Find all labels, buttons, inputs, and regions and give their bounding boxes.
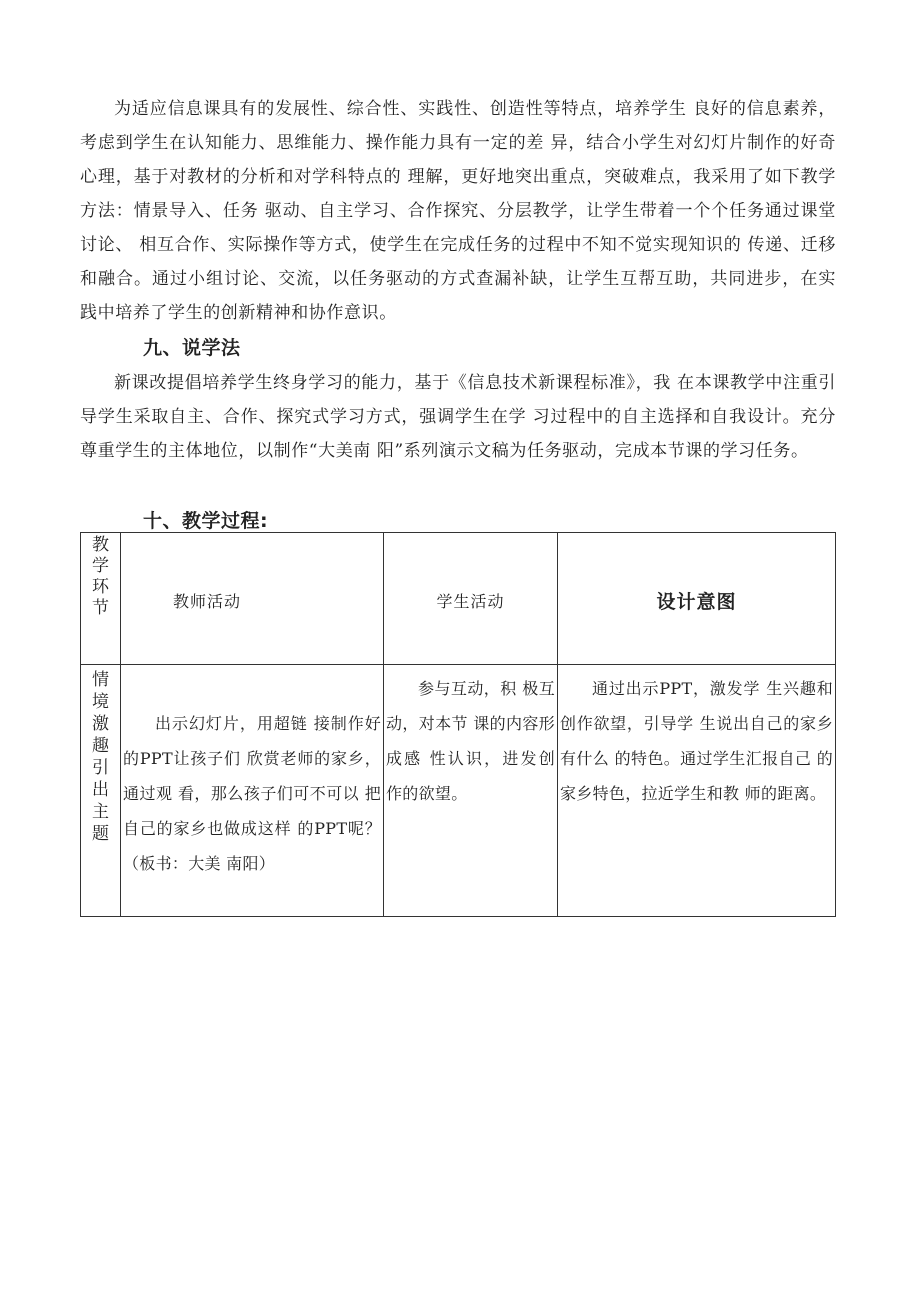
- header-stage-cell: [81, 533, 121, 665]
- header-student-cell: [384, 533, 558, 665]
- table-row: [81, 665, 836, 917]
- stage-text: 情境激趣 引出主题: [92, 670, 109, 844]
- student-activity-cell: [384, 665, 558, 917]
- learning-methods-paragraph: 新课改提倡培养学生终身学习的能力，基于《信息技术新课程标准》，我 在本课教学中注重引导学生采取自主、合作、探究式学习方式，强调学生在学 习过程中的自主选择和自我设计。充分尊重学生的主体地位，以制作“大美南 阳”系列演示文稿为任务驱动，完成本节课的学习任务。: [80, 373, 836, 461]
- header-stage: 教学环节: [92, 535, 109, 618]
- teaching-process-table: [80, 532, 836, 917]
- section9-heading: 九、说学法: [143, 337, 241, 359]
- table-header-row: [81, 533, 836, 665]
- header-design: 设计意图: [656, 591, 737, 613]
- methods-paragraph: 为适应信息课具有的发展性、综合性、实践性、创造性等特点，培养学生 良好的信息素养，考虑到学生在认知能力、思维能力、操作能力具有一定的差 异，结合小学生对幻灯片制作的好奇心理，基于对教材的分析和对学科特点的 理解，更好地突出重点，突破难点，我采用了如下教学方法：情景导入、任务 驱动、自主学习、合作探究、分层教学，让学生带着一个个任务通过课堂讨论、 相互合作、实际操作等方式，使学生在完成任务的过程中不知不觉实现知识的 传递、迁移和融合。通过小组讨论、交流，以任务驱动的方式查漏补缺，让学生互帮互助，共同进步，在实践中培养了学生的创新精神和协作意识。: [80, 99, 836, 323]
- section10-heading: 十、教学过程:: [143, 510, 269, 532]
- design-intent-cell: [558, 665, 836, 917]
- stage-cell: [81, 665, 121, 917]
- header-teacher: 教师活动: [173, 592, 242, 611]
- design-intent-text: 通过出示PPT，激发学 生兴趣和创作欲望，引导学 生说出自己的家乡有什么 的特色。通过学生汇报自己 的家乡特色，拉近学生和教 师的距离。: [560, 679, 833, 803]
- teacher-activity-text: 出示幻灯片，用超链 接制作好的PPT让孩子们 欣赏老师的家乡，通过观 看，那么孩子们可不可以 把自己的家乡也做成这样 的PPT呢？（板书：大美 南阳）: [123, 714, 381, 873]
- header-student: 学生活动: [436, 592, 505, 611]
- header-teacher-cell: [121, 533, 384, 665]
- header-design-cell: [558, 533, 836, 665]
- teacher-activity-cell: [121, 665, 384, 917]
- student-activity-text: 参与互动，积 极互动，对本节 课的内容形成感 性认识，进发创 作的欲望。: [386, 679, 555, 803]
